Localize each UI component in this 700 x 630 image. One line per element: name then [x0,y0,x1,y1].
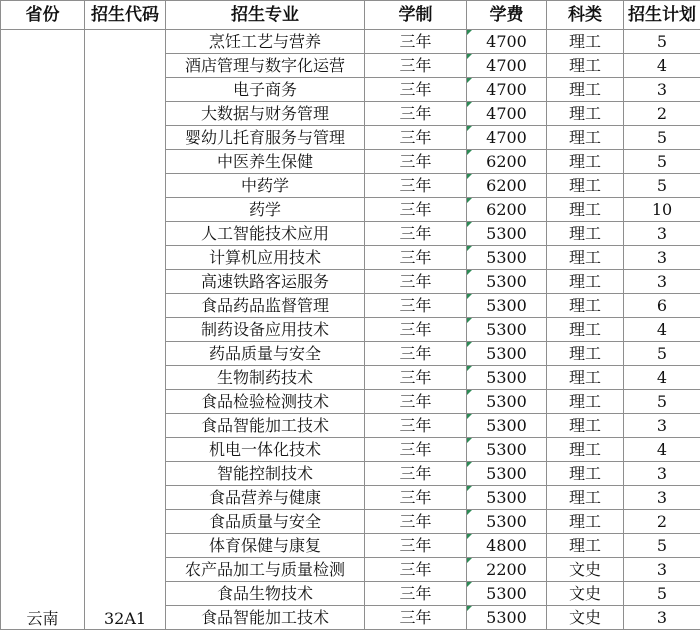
category-cell: 文史 [547,582,624,606]
major-cell: 烹饪工艺与营养 [166,30,365,54]
category-cell: 文史 [547,606,624,630]
category-cell: 理工 [547,150,624,174]
fee-cell: 6200 [467,198,547,222]
duration-cell: 三年 [365,606,467,630]
duration-cell: 三年 [365,270,467,294]
plan-cell: 2 [624,102,700,126]
major-cell: 婴幼儿托育服务与管理 [166,126,365,150]
duration-cell: 三年 [365,366,467,390]
category-cell: 文史 [547,558,624,582]
major-cell: 食品生物技术 [166,582,365,606]
fee-cell: 5300 [467,606,547,630]
category-cell: 理工 [547,126,624,150]
major-cell: 食品质量与安全 [166,510,365,534]
plan-cell: 5 [624,390,700,414]
plan-cell: 6 [624,294,700,318]
category-cell: 理工 [547,462,624,486]
category-cell: 理工 [547,318,624,342]
major-cell: 智能控制技术 [166,462,365,486]
fee-cell: 4700 [467,102,547,126]
category-cell: 理工 [547,438,624,462]
duration-cell: 三年 [365,486,467,510]
major-cell: 食品药品监督管理 [166,294,365,318]
plan-cell: 5 [624,534,700,558]
duration-cell: 三年 [365,414,467,438]
code-cell: 32A1 [85,30,166,630]
fee-cell: 5300 [467,390,547,414]
fee-cell: 4700 [467,78,547,102]
plan-cell: 4 [624,438,700,462]
category-cell: 理工 [547,30,624,54]
duration-cell: 三年 [365,582,467,606]
fee-cell: 6200 [467,174,547,198]
plan-cell: 3 [624,78,700,102]
major-cell: 体育保健与康复 [166,534,365,558]
header-code: 招生代码 [85,1,166,30]
fee-cell: 6200 [467,150,547,174]
category-cell: 理工 [547,102,624,126]
fee-cell: 5300 [467,582,547,606]
duration-cell: 三年 [365,534,467,558]
major-cell: 药品质量与安全 [166,342,365,366]
major-cell: 制药设备应用技术 [166,318,365,342]
major-cell: 食品营养与健康 [166,486,365,510]
plan-cell: 5 [624,582,700,606]
major-cell: 大数据与财务管理 [166,102,365,126]
duration-cell: 三年 [365,150,467,174]
duration-cell: 三年 [365,342,467,366]
major-cell: 药学 [166,198,365,222]
category-cell: 理工 [547,222,624,246]
fee-cell: 4800 [467,534,547,558]
fee-cell: 2200 [467,558,547,582]
duration-cell: 三年 [365,438,467,462]
category-cell: 理工 [547,534,624,558]
header-duration: 学制 [365,1,467,30]
category-cell: 理工 [547,78,624,102]
plan-cell: 5 [624,150,700,174]
header-plan: 招生计划 [624,1,700,30]
category-cell: 理工 [547,270,624,294]
fee-cell: 5300 [467,462,547,486]
fee-cell: 5300 [467,366,547,390]
category-cell: 理工 [547,510,624,534]
plan-cell: 3 [624,222,700,246]
table-row [1,30,700,54]
fee-cell: 5300 [467,486,547,510]
fee-cell: 5300 [467,246,547,270]
fee-cell: 4700 [467,30,547,54]
plan-cell: 4 [624,318,700,342]
category-cell: 理工 [547,174,624,198]
fee-cell: 4700 [467,126,547,150]
fee-cell: 5300 [467,222,547,246]
plan-cell: 5 [624,342,700,366]
duration-cell: 三年 [365,558,467,582]
category-cell: 理工 [547,342,624,366]
duration-cell: 三年 [365,222,467,246]
province-cell: 云南 [1,30,85,630]
plan-cell: 3 [624,414,700,438]
major-cell: 人工智能技术应用 [166,222,365,246]
plan-cell: 4 [624,54,700,78]
fee-cell: 5300 [467,270,547,294]
category-cell: 理工 [547,414,624,438]
plan-cell: 5 [624,174,700,198]
fee-cell: 5300 [467,342,547,366]
major-cell: 高速铁路客运服务 [166,270,365,294]
plan-cell: 3 [624,462,700,486]
plan-cell: 5 [624,126,700,150]
header-province: 省份 [1,1,85,30]
plan-cell: 3 [624,606,700,630]
major-cell: 食品智能加工技术 [166,606,365,630]
duration-cell: 三年 [365,510,467,534]
plan-cell: 5 [624,30,700,54]
fee-cell: 5300 [467,318,547,342]
fee-cell: 5300 [467,510,547,534]
category-cell: 理工 [547,366,624,390]
header-fee: 学费 [467,1,547,30]
major-cell: 机电一体化技术 [166,438,365,462]
plan-cell: 2 [624,510,700,534]
major-cell: 电子商务 [166,78,365,102]
plan-cell: 4 [624,366,700,390]
major-cell: 中药学 [166,174,365,198]
category-cell: 理工 [547,246,624,270]
fee-cell: 5300 [467,438,547,462]
duration-cell: 三年 [365,30,467,54]
duration-cell: 三年 [365,198,467,222]
plan-cell: 3 [624,270,700,294]
duration-cell: 三年 [365,318,467,342]
duration-cell: 三年 [365,246,467,270]
major-cell: 食品智能加工技术 [166,414,365,438]
fee-cell: 4700 [467,54,547,78]
duration-cell: 三年 [365,390,467,414]
plan-cell: 3 [624,558,700,582]
duration-cell: 三年 [365,174,467,198]
major-cell: 酒店管理与数字化运营 [166,54,365,78]
major-cell: 生物制药技术 [166,366,365,390]
duration-cell: 三年 [365,294,467,318]
duration-cell: 三年 [365,78,467,102]
plan-cell: 3 [624,486,700,510]
plan-cell: 10 [624,198,700,222]
major-cell: 食品检验检测技术 [166,390,365,414]
duration-cell: 三年 [365,54,467,78]
duration-cell: 三年 [365,462,467,486]
plan-cell: 3 [624,246,700,270]
duration-cell: 三年 [365,102,467,126]
header-major: 招生专业 [166,1,365,30]
fee-cell: 5300 [467,294,547,318]
header-category: 科类 [547,1,624,30]
category-cell: 理工 [547,486,624,510]
major-cell: 农产品加工与质量检测 [166,558,365,582]
category-cell: 理工 [547,390,624,414]
fee-cell: 5300 [467,414,547,438]
category-cell: 理工 [547,294,624,318]
header-row [1,1,700,30]
table-body [1,30,700,630]
major-cell: 中医养生保健 [166,150,365,174]
category-cell: 理工 [547,198,624,222]
category-cell: 理工 [547,54,624,78]
major-cell: 计算机应用技术 [166,246,365,270]
duration-cell: 三年 [365,126,467,150]
